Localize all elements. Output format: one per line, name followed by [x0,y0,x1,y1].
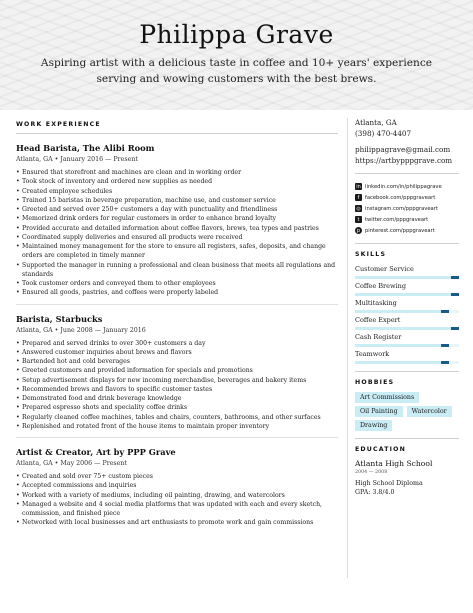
hobby-chip: Drawing [355,420,392,431]
skill-bar [355,344,459,347]
job-bullet: • Accepted commissions and inquiries [16,481,338,490]
sidebar-divider [355,371,459,372]
job-bullet: • Took stock of inventory and ordered new supplies as needed [16,177,338,186]
skill-item [355,299,459,313]
skill-item [355,350,459,364]
job-entry [16,314,338,439]
social-link-text[interactable]: twitter.com/pppgraveart [365,216,429,223]
job-bullets [16,339,338,432]
social-link-text[interactable]: facebook.com/pppgraveart [365,194,436,201]
education-heading: EDUCATION [355,446,406,453]
skill-bar-marker [441,310,449,313]
skill-item [355,333,459,347]
skill-bar-marker [451,327,459,330]
jobs-list [16,143,338,528]
skill-bar-fill [355,276,459,279]
job-divider [16,437,338,438]
social-link-text[interactable]: pinterest.com/pppgraveart [365,227,435,234]
job-bullet: • Managed a website and 4 social media platforms that was updated with each and every sketch, commission, and finished piece [16,500,338,519]
contact-email[interactable]: philippagrave@gmail.com [355,145,451,154]
job-bullet: • Created and sold over 75+ custom pieces [16,472,338,481]
skill-item [355,265,459,279]
education-dates: 2004 — 2008 [355,470,388,475]
job-bullet: • Trained 15 baristas in beverage preparation, machine use, and customer service [16,196,338,205]
job-bullet: • Maintained money management for the store to ensure all registers, safes, deposits, and change orders are completed in timely manner [16,242,338,261]
hobby-chip: Oil Painting [355,406,403,417]
section-divider [16,133,338,134]
job-bullet: • Regularly cleaned coffee machines, tables and chairs, counters, bathrooms, and other surfaces [16,413,338,422]
skill-bar-fill [355,361,449,364]
job-meta: Atlanta, GA • May 2006 — Present [16,460,127,467]
hobbies-heading: HOBBIES [355,379,395,386]
job-bullet: • Prepared espresso shots and speciality coffee drinks [16,403,338,412]
job-meta: Atlanta, GA • January 2016 — Present [16,156,138,163]
education-gpa: GPA: 3.8/4.0 [355,489,395,496]
skill-bar [355,310,459,313]
skill-label: Coffee Brewing [355,282,406,290]
job-entry [16,447,338,528]
education-degree: High School Diploma [355,480,423,487]
job-bullet: • Setup advertisement displays for new incoming merchandise, beverages and bakery items [16,376,338,385]
hobby-chip: Art Commissions [355,392,419,403]
twitter-icon: t [355,216,362,223]
social-links [355,181,459,236]
skill-bar [355,293,459,296]
skills-list [355,265,459,364]
sidebar [355,118,459,497]
work-experience-heading: WORK EXPERIENCE [16,121,101,128]
hobby-chip: Watercolor [407,406,452,417]
job-bullet: • Coordinated supply deliveries and ensured all products were received [16,233,338,242]
job-bullet: • Ensured that storefront and machines are clean and in working order [16,168,338,177]
skill-label: Teamwork [355,350,390,358]
skills-heading: SKILLS [355,251,387,258]
skill-item [355,316,459,330]
hobbies-list [355,392,459,431]
job-bullet: • Greeted and served over 250+ customers a day with punctuality and friendliness [16,205,338,214]
pinterest-icon: p [356,227,361,234]
skill-bar [355,361,459,364]
contact-location: Atlanta, GA [355,118,397,127]
skill-item [355,282,459,296]
job-bullet: • Worked with a variety of mediums, including oil painting, drawing, and watercolors [16,491,338,500]
social-link[interactable] [355,214,459,225]
job-bullets [16,472,338,528]
contact-phone: (398) 470-4407 [355,128,412,138]
job-bullet: • Took customer orders and conveyed them to other employees [16,279,338,288]
job-bullet: • Created employee schedules [16,187,338,196]
job-title: Artist & Creator, Art by PPP Grave [16,447,176,457]
social-link-text[interactable]: linkedin.com/in/philippagrave [365,183,442,190]
job-bullet: • Greeted customers and provided information for specials and promotions [16,366,338,375]
sidebar-divider [355,438,459,439]
skill-bar-marker [441,361,449,364]
social-link[interactable] [355,225,459,236]
job-bullet: • Replenished and rotated front of the house items to maintain proper inventory [16,422,338,431]
skill-bar-marker [451,276,459,279]
skill-bar-fill [355,310,449,313]
job-bullet: • Bartended hot and cold beverages [16,357,338,366]
summary-text: Aspiring artist with a delicious taste in coffee and 10+ years' experience serving and wowing customers with the best brews. [40,57,433,85]
header-banner [0,0,473,110]
job-divider [16,304,338,305]
facebook-icon: f [355,194,362,201]
job-meta: Atlanta, GA • June 2008 — January 2016 [16,326,146,334]
social-link[interactable] [355,192,459,203]
job-bullet: • Demonstrated food and drink beverage knowledge [16,394,338,403]
instagram-icon: ◎ [356,205,361,212]
job-entry [16,143,338,305]
job-bullet: • Provided accurate and detailed information about coffee flavors, brews, tea types and pastries [16,224,338,233]
skill-bar-fill [355,344,449,347]
skill-label: Customer Service [355,265,414,273]
job-bullet: • Answered customer inquiries about brews and flavors [16,348,338,357]
work-experience-section [16,121,338,528]
social-link-text[interactable]: instagram.com/pppgraveart [365,205,438,212]
job-bullets [16,168,338,298]
sidebar-divider [355,243,459,244]
skill-bar-marker [451,293,459,296]
education-school: Atlanta High School [355,459,433,468]
skill-bar-marker [441,344,449,347]
skill-bar-fill [355,293,459,296]
job-bullet: • Networked with local businesses and art enthusiasts to promote work and gain commissions [16,518,338,527]
candidate-name: Philippa Grave [139,20,334,49]
skill-bar-fill [355,327,459,330]
job-bullet: • Recommended brews and flavors to specific customer tastes [16,385,338,394]
social-link[interactable] [355,203,459,214]
skill-label: Multitasking [355,299,397,307]
skill-bar [355,276,459,279]
job-bullet: • Memorized drink orders for regular customers in order to enhance brand loyalty [16,214,338,223]
column-divider [347,118,348,578]
skill-label: Coffee Expert [355,316,401,324]
job-bullet: • Ensured all goods, pastries, and coffees were properly labeled [16,288,338,297]
job-bullet: • Supported the manager in running a professional and clean business that meets all regulations and standards [16,261,338,280]
sidebar-divider [355,173,459,174]
job-bullet: • Prepared and served drinks to over 300+ customers a day [16,339,338,348]
linkedin-icon: in [356,183,361,190]
contact-website[interactable]: https://artbypppgrave.com [355,155,453,165]
skill-bar [355,327,459,330]
social-link[interactable] [355,181,459,192]
job-title: Barista, Starbucks [16,313,103,324]
skill-label: Cash Register [355,333,402,341]
job-title: Head Barista, The Alibi Room [16,143,155,153]
